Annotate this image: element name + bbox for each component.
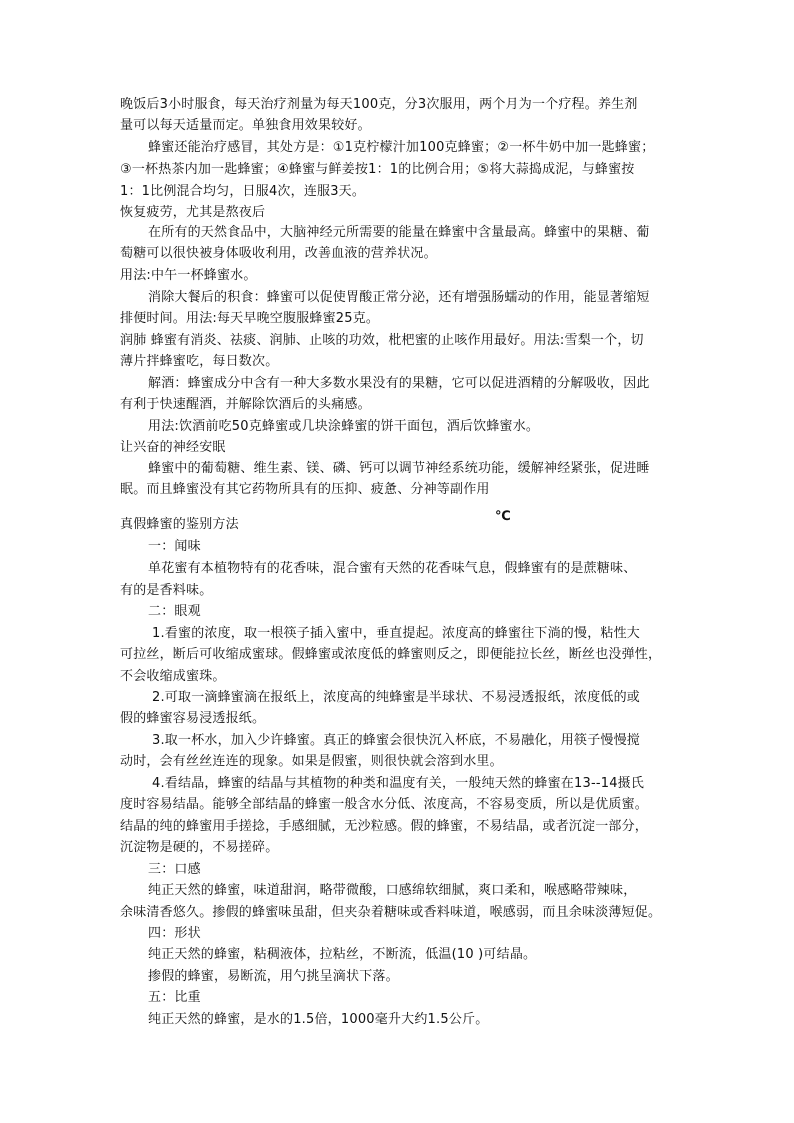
text-line: 消除大餐后的积食：蜂蜜可以促使胃酸正常分泌，还有增强肠蠕动的作用，能显著缩短: [148, 290, 650, 305]
subsection-heading: 二：眼观: [148, 604, 201, 619]
text-line: 度时容易结晶。能够全部结晶的蜂蜜一般含水分低、浓度高，不容易变质，所以是优质蜜。: [120, 797, 649, 812]
text-line: 单花蜜有本植物特有的花香味，混合蜜有天然的花香味气息，假蜂蜜有的是蔗糖味、: [148, 561, 637, 576]
section-heading: 恢复疲劳，尤其是熬夜后: [120, 205, 266, 220]
text-line: 有利于快速醒酒，并解除饮酒后的头痛感。: [120, 397, 371, 412]
text-line: 1：1比例混合均匀，日服4次，连服3天。: [120, 184, 366, 199]
text-line: 沉淀物是硬的，不易搓碎。: [120, 840, 279, 855]
subsection-heading: 四：形状: [148, 926, 201, 941]
text-line: 量可以每天适量而定。单独食用效果较好。: [120, 118, 371, 133]
text-line: 4.看结晶，蜂蜜的结晶与其植物的种类和温度有关，一般纯天然的蜂蜜在13--14摄氏: [152, 776, 645, 791]
text-line: 蜂蜜中的葡萄糖、维生素、镁、磷、钙可以调节神经系统功能，缓解神经紧张，促进睡: [148, 461, 650, 476]
text-line: 眠。而且蜂蜜没有其它药物所具有的压抑、疲惫、分神等副作用: [120, 482, 490, 497]
text-line: 薄片拌蜂蜜吃，每日数次。: [120, 354, 279, 369]
text-line: 润肺 蜂蜜有消炎、祛痰、润肺、止咳的功效，枇杷蜜的止咳作用最好。用法:雪梨一个，切: [120, 333, 644, 348]
subsection-heading: 一：闻味: [148, 539, 201, 554]
text-line: 蜂蜜还能治疗感冒，其处方是：①1克柠檬汁加100克蜂蜜；②一杯牛奶中加一匙蜂蜜；: [148, 140, 655, 155]
text-line: 1.看蜜的浓度，取一根筷子插入蜜中，垂直提起。浓度高的蜂蜜往下淌的慢，粘性大: [152, 626, 641, 641]
text-line: 3.取一杯水，加入少许蜂蜜。真正的蜂蜜会很快沉入杯底，不易融化，用筷子慢慢搅: [152, 733, 641, 748]
text-line: 假的蜂蜜容易浸透报纸。: [120, 711, 266, 726]
celsius-symbol: ℃: [495, 509, 511, 524]
text-line: 晚饭后3小时服食，每天治疗剂量为每天100克，分3次服用，两个月为一个疗程。养生剂: [120, 97, 638, 112]
text-line: 余味清香悠久。掺假的蜂蜜味虽甜，但夹杂着糖味或香料味道，喉感弱，而且余味淡薄短促。: [120, 905, 662, 920]
text-line: 萄糖可以很快被身体吸收利用，改善血液的营养状况。: [120, 246, 437, 261]
text-line: ③一杯热茶内加一匙蜂蜜；④蜂蜜与鲜姜按1：1的比例合用；⑤将大蒜捣成泥，与蜂蜜按: [120, 162, 635, 177]
text-line: 动时，会有丝丝连连的现象。如果是假蜜，则很快就会溶到水里。: [120, 754, 503, 769]
subsection-heading: 五：比重: [148, 990, 201, 1005]
text-line: 用法:中午一杯蜂蜜水。: [120, 268, 257, 283]
subsection-heading: 三：口感: [148, 862, 201, 877]
text-line: 2.可取一滴蜂蜜滴在报纸上，浓度高的纯蜂蜜是半球状、不易浸透报纸，浓度低的或: [152, 690, 641, 705]
text-line: 解酒：蜂蜜成分中含有一种大多数水果没有的果糖，它可以促进酒精的分解吸收，因此: [148, 376, 650, 391]
text-line: 用法:饮酒前吃50克蜂蜜或几块涂蜂蜜的饼干面包，酒后饮蜂蜜水。: [148, 419, 540, 434]
text-line: 结晶的纯的蜂蜜用手搓捻，手感细腻，无沙粒感。假的蜂蜜，不易结晶，或者沉淀一部分，: [120, 819, 649, 834]
text-line: 排便时间。用法:每天早晚空腹服蜂蜜25克。: [120, 311, 380, 326]
text-line: 不会收缩成蜜珠。: [120, 669, 226, 684]
text-line: 纯正天然的蜂蜜，味道甜润，略带微酸，口感绵软细腻，爽口柔和，喉感略带辣味，: [148, 883, 637, 898]
section-heading: 让兴奋的神经安眠: [120, 440, 226, 455]
text-line: 纯正天然的蜂蜜，粘稠液体，拉粘丝，不断流，低温(10 )可结晶。: [148, 947, 537, 962]
text-line: 掺假的蜂蜜，易断流，用勺挑呈滴状下落。: [148, 969, 399, 984]
section-title: 真假蜂蜜的鉴别方法: [120, 517, 239, 532]
text-line: 可拉丝，断后可收缩成蜜球。假蜂蜜或浓度低的蜂蜜则反之，即便能拉长丝，断丝也没弹性，: [120, 647, 662, 662]
text-line: 在所有的天然食品中，大脑神经元所需要的能量在蜂蜜中含量最高。蜂蜜中的果糖、葡: [148, 225, 650, 240]
text-line: 纯正天然的蜂蜜，是水的1.5倍，1000毫升大约1.5公斤。: [148, 1012, 489, 1027]
text-line: 有的是香料味。: [120, 583, 213, 598]
